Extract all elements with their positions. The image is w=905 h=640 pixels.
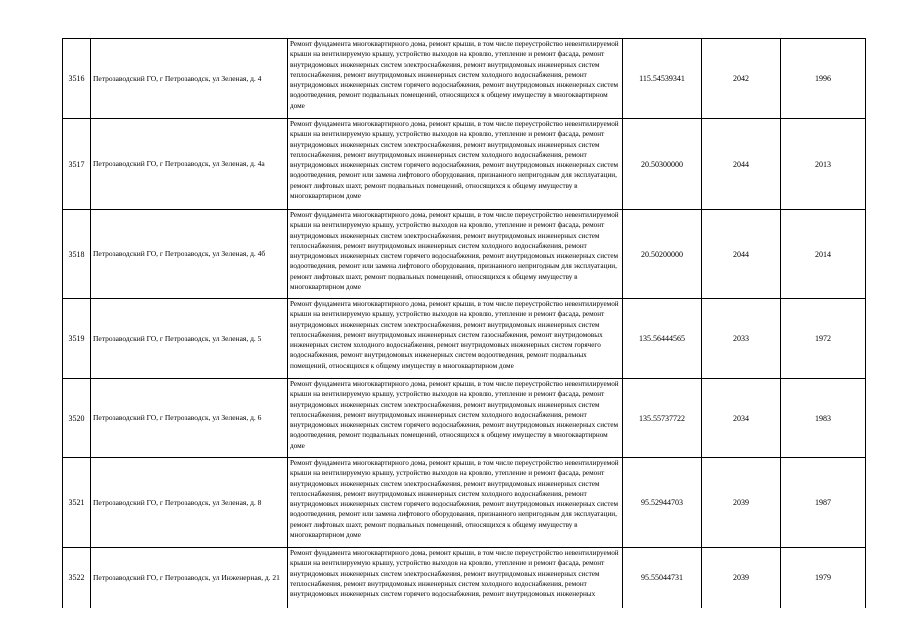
works-cell (288, 458, 623, 548)
works-text: Ремонт фундамента многоквартирного дома, ремонт крыши, в том числе переустройство невентилируемой крыши на вентилируемую крышу, устройство выходов на кровлю, утепление и ремонт фасада, ремонт внутридомовых инженерных систем электроснабжения, ремонт внутридомовых инженерных систем теплоснабжения, ремонт внутридомовых инженерных систем холодного водоснабжения, ремонт внутридомовых инженерных систем горячего водоснабжения, ремонт внутридомовых инженерных систем водоотведения, ремонт или замена лифтового оборудования, признанного непригодным для эксплуатации, ремонт лифтовых шахт, ремонт подвальных помещений, относящихся к общему имуществу в многоквартирном доме (290, 459, 619, 540)
row-number: 3517 (63, 119, 91, 210)
built-year-cell: 2014 (781, 210, 866, 299)
plan-year-cell: 2039 (702, 458, 781, 548)
works-cell (288, 548, 623, 608)
address-cell: Петрозаводский ГО, г Петрозаводск, ул Зеленая, д. 6 (91, 379, 288, 458)
built-year-cell: 1983 (781, 379, 866, 458)
address-cell: Петрозаводский ГО, г Петрозаводск, ул Зеленая, д. 4 (91, 39, 288, 119)
table-row (63, 119, 866, 210)
address-cell: Петрозаводский ГО, г Петрозаводск, ул Инженерная, д. 21 (91, 548, 288, 608)
works-text: Ремонт фундамента многоквартирного дома, ремонт крыши, в том числе переустройство невентилируемой крыши на вентилируемую крышу, устройство выходов на кровлю, утепление и ремонт фасада, ремонт внутридомовых инженерных систем электроснабжения, ремонт внутридомовых инженерных систем теплоснабжения, ремонт внутридомовых инженерных систем холодного водоснабжения, ремонт внутридомовых инженерных систем горячего водоснабжения, ремонт внутридомовых инженерных систем водоотведения, ремонт или замена лифтового оборудования, признанного непригодным для эксплуатации, ремонт лифтовых шахт, ремонт подвальных помещений, относящихся к общему имуществу в многоквартирном доме (290, 211, 619, 292)
plan-year-cell: 2033 (702, 299, 781, 379)
table-row (63, 379, 866, 458)
plan-year-cell: 2034 (702, 379, 781, 458)
row-number: 3519 (63, 299, 91, 379)
repair-program-table (62, 38, 866, 608)
value-cell: 20.50300000 (623, 119, 702, 210)
works-text: Ремонт фундамента многоквартирного дома, ремонт крыши, в том числе переустройство невентилируемой крыши на вентилируемую крышу, устройство выходов на кровлю, утепление и ремонт фасада, ремонт внутридомовых инженерных систем электроснабжения, ремонт внутридомовых инженерных систем теплоснабжения, ремонт внутридомовых инженерных систем холодного водоснабжения, ремонт внутридомовых инженерных систем горячего водоснабжения, ремонт внутридомовых инженерных систем водоотведения, ремонт или замена лифтового оборудования, признанного непригодным для эксплуатации, ремонт лифтовых шахт, ремонт подвальных помещений, относящихся к общему имуществу в многоквартирном доме (290, 120, 619, 201)
table-row (63, 299, 866, 379)
built-year-cell: 1972 (781, 299, 866, 379)
address-cell: Петрозаводский ГО, г Петрозаводск, ул Зеленая, д. 4б (91, 210, 288, 299)
works-text: Ремонт фундамента многоквартирного дома, ремонт крыши, в том числе переустройство невентилируемой крыши на вентилируемую крышу, устройство выходов на кровлю, утепление и ремонт фасада, ремонт внутридомовых инженерных систем электроснабжения, ремонт внутридомовых инженерных систем теплоснабжения, ремонт внутридомовых инженерных систем газоснабжения, ремонт внутридомовых инженерных систем холодного водоснабжения, ремонт внутридомовых инженерных систем горячего водоснабжения, ремонт внутридомовых инженерных систем водоотведения, ремонт подвальных помещений, относящихся к общему имуществу в многоквартирном доме (290, 300, 619, 370)
built-year-cell: 1987 (781, 458, 866, 548)
row-number: 3518 (63, 210, 91, 299)
table-row (63, 210, 866, 299)
value-cell: 135.56444565 (623, 299, 702, 379)
row-number: 3522 (63, 548, 91, 608)
works-cell (288, 379, 623, 458)
address-cell: Петрозаводский ГО, г Петрозаводск, ул Зеленая, д. 4а (91, 119, 288, 210)
works-cell (288, 39, 623, 119)
value-cell: 20.50200000 (623, 210, 702, 299)
address-cell: Петрозаводский ГО, г Петрозаводск, ул Зеленая, д. 5 (91, 299, 288, 379)
table-row (63, 548, 866, 608)
document-page (62, 38, 851, 608)
plan-year-cell: 2044 (702, 210, 781, 299)
plan-year-cell: 2042 (702, 39, 781, 119)
table-row (63, 39, 866, 119)
built-year-cell: 2013 (781, 119, 866, 210)
row-number: 3521 (63, 458, 91, 548)
built-year-cell: 1979 (781, 548, 866, 608)
value-cell: 95.52944703 (623, 458, 702, 548)
works-text: Ремонт фундамента многоквартирного дома, ремонт крыши, в том числе переустройство невентилируемой крыши на вентилируемую крышу, устройство выходов на кровлю, утепление и ремонт фасада, ремонт внутридомовых инженерных систем электроснабжения, ремонт внутридомовых инженерных систем теплоснабжения, ремонт внутридомовых инженерных систем холодного водоснабжения, ремонт внутридомовых инженерных систем горячего водоснабжения, ремонт внутридомовых инженерных систем водоотведения, ремонт подвальных помещений, относящихся к общему имуществу в многоквартирном доме (290, 380, 619, 450)
works-text: Ремонт фундамента многоквартирного дома, ремонт крыши, в том числе переустройство невентилируемой крыши на вентилируемую крышу, устройство выходов на кровлю, утепление и ремонт фасада, ремонт внутридомовых инженерных систем электроснабжения, ремонт внутридомовых инженерных систем теплоснабжения, ремонт внутридомовых инженерных систем холодного водоснабжения, ремонт внутридомовых инженерных систем горячего водоснабжения, ремонт внутридомовых инженерных (290, 549, 619, 599)
value-cell: 135.55737722 (623, 379, 702, 458)
row-number: 3516 (63, 39, 91, 119)
built-year-cell: 1996 (781, 39, 866, 119)
table-row (63, 458, 866, 548)
value-cell: 115.54539341 (623, 39, 702, 119)
plan-year-cell: 2044 (702, 119, 781, 210)
address-cell: Петрозаводский ГО, г Петрозаводск, ул Зеленая, д. 8 (91, 458, 288, 548)
works-cell (288, 210, 623, 299)
works-text: Ремонт фундамента многоквартирного дома, ремонт крыши, в том числе переустройство невентилируемой крыши на вентилируемую крышу, устройство выходов на кровлю, утепление и ремонт фасада, ремонт внутридомовых инженерных систем электроснабжения, ремонт внутридомовых инженерных систем теплоснабжения, ремонт внутридомовых инженерных систем холодного водоснабжения, ремонт внутридомовых инженерных систем горячего водоснабжения, ремонт внутридомовых инженерных систем водоотведения, ремонт подвальных помещений, относящихся к общему имуществу в многоквартирном доме (290, 40, 619, 110)
value-cell: 95.55044731 (623, 548, 702, 608)
plan-year-cell: 2039 (702, 548, 781, 608)
works-cell (288, 299, 623, 379)
row-number: 3520 (63, 379, 91, 458)
works-cell (288, 119, 623, 210)
